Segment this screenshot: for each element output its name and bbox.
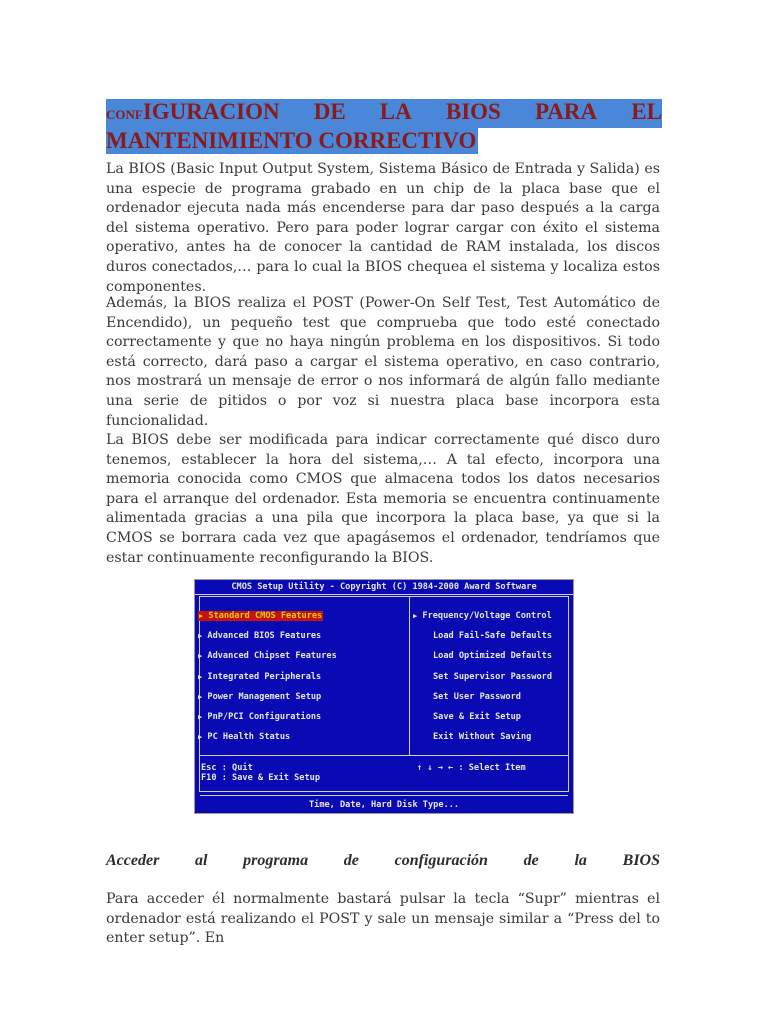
bios-menu-label: Set User Password [433, 691, 521, 702]
bios-bottom-divider [200, 795, 568, 796]
arrow-right-icon: ▶ [198, 712, 203, 721]
bios-menu-label: Advanced Chipset Features [207, 651, 337, 662]
bios-menu-item [198, 727, 337, 747]
bios-menu-label: Set Supervisor Password [433, 671, 552, 682]
bios-menu-label: Integrated Peripherals [207, 671, 322, 682]
bios-menu-label: Load Optimized Defaults [433, 651, 552, 662]
title-word: BIOS [445, 99, 501, 124]
arrow-right-icon: ▶ [198, 733, 203, 742]
title-line-2: MANTENIMIENTO CORRECTIVO [106, 128, 477, 153]
title-word: DE [313, 99, 346, 124]
arrow-right-icon: ▶ [198, 672, 203, 681]
bios-menu-label: Load Fail-Safe Defaults [433, 631, 552, 642]
arrow-right-icon: ▶ [198, 632, 203, 641]
bios-menu-item [413, 707, 552, 727]
title-prefix-small: CONF [106, 107, 143, 122]
bios-header: CMOS Setup Utility - Copyright (C) 1984-2000 Award Software [195, 580, 573, 595]
bios-menu-item [413, 667, 552, 687]
paragraph-access: Para acceder él normalmente bastará pulsar la tecla “Supr” mientras el ordenador está realizando el POST y sale un mensaje similar a “Press del to enter setup”. En [106, 891, 660, 947]
arrow-right-icon: ▶ [198, 692, 203, 701]
bios-menu-label: Frequency/Voltage Control [422, 611, 552, 621]
title-word: PARA [534, 99, 598, 124]
document-title [106, 99, 662, 154]
bios-menu-item [198, 606, 337, 626]
bios-key-quit: Esc : Quit [201, 763, 253, 773]
bios-menu-label: Advanced BIOS Features [207, 631, 322, 642]
bios-right-menu [413, 606, 552, 747]
bios-menu-item [198, 626, 337, 646]
title-word: LA [379, 99, 412, 124]
bios-menu-item [413, 646, 552, 666]
title-line-1 [106, 99, 662, 128]
bios-key-help-right: ↑ ↓ → ← : Select Item [417, 763, 526, 773]
bios-menu-item [198, 667, 337, 687]
bios-menu-label: Power Management Setup [207, 691, 322, 702]
bios-menu-item [413, 727, 552, 747]
bios-menu-label: PC Health Status [207, 732, 291, 743]
bios-menu-label: Standard CMOS Features [208, 611, 323, 621]
bios-menu-label: Save & Exit Setup [433, 711, 521, 722]
bios-menu-item [413, 626, 552, 646]
bios-column-divider [409, 597, 410, 755]
bios-menu-item [198, 646, 337, 666]
bios-left-menu [198, 606, 337, 747]
bios-item-description: Time, Date, Hard Disk Type... [308, 800, 460, 810]
bios-menu-item [198, 707, 337, 727]
paragraph-post: Además, la BIOS realiza el POST (Power-On Self Test, Test Automático de Encendido), un pequeño test que comprueba que todo esté conectado correctamente y que no haya ningún problema en los dispositivos. Si todo está correcto, dará paso a cargar el sistema operativo, en caso contrario, nos mostrará un mensaje de error o nos informará de algún fallo mediante una serie de pitidos o por voz si nuestra placa base incorpora esta funcionalidad. [106, 295, 660, 429]
paragraph-bios-intro: La BIOS (Basic Input Output System, Sistema Básico de Entrada y Salida) es una especie de programa grabado en un chip de la placa base que el ordenador ejecuta nada más encenderse para dar paso después a la carga del sistema operativo. Pero para poder lograr cargar con éxito el sistema operativo, antes ha de conocer la cantidad de RAM instalada, los discos duros conectados,… para lo cual la BIOS chequea el sistema y localiza estos componentes. [106, 161, 660, 295]
paragraph-cmos: La BIOS debe ser modificada para indicar correctamente qué disco duro tenemos, establecer la hora del sistema,… A tal efecto, incorpora una memoria conocida como CMOS que almacena todos los datos necesarios para el arranque del ordenador. Esta memoria se encuentra continuamente alimentada gracias a una pila que incorpora la placa base, ya que si la CMOS se borrara cada vez que apagásemos el ordenador, tendríamos que estar continuamente reconfigurando la BIOS. [106, 432, 660, 566]
bios-menu-label: Exit Without Saving [433, 732, 532, 743]
arrow-right-icon: ▶ [198, 652, 203, 661]
bios-key-save: F10 : Save & Exit Setup [201, 773, 320, 783]
bios-footer-divider [200, 755, 568, 756]
arrow-right-icon: ▶ [199, 612, 204, 620]
bios-key-help-left [201, 763, 320, 783]
bios-screenshot [194, 579, 574, 814]
title-word: EL [631, 99, 662, 124]
bios-menu-item [198, 687, 337, 707]
title-first-word [106, 99, 280, 128]
bios-selected-item [198, 611, 323, 621]
title-word: IGURACION [142, 99, 280, 124]
arrow-right-icon: ▶ [413, 612, 418, 620]
bios-menu-label: PnP/PCI Configurations [207, 711, 322, 722]
bios-menu-item [413, 687, 552, 707]
bios-menu-item [413, 606, 552, 626]
section-heading: Acceder al programa de configuración de la BIOS [106, 852, 660, 869]
